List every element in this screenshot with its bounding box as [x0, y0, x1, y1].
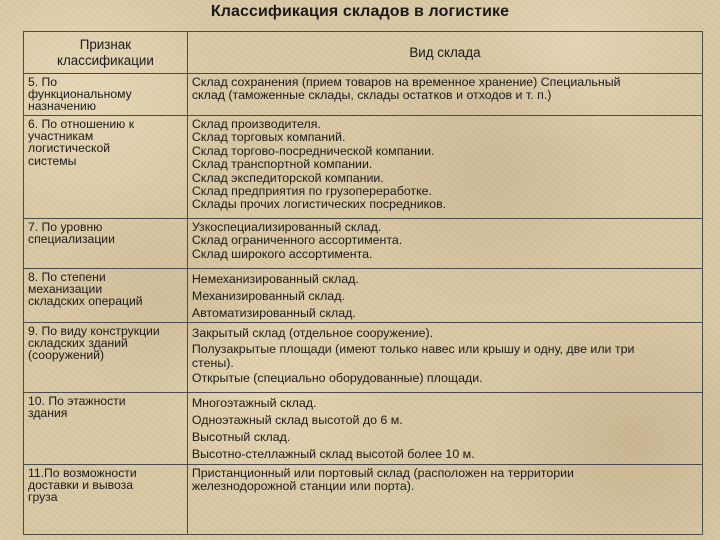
type-line: Склад торговых компаний.: [191, 130, 346, 145]
feature-line: 7. По уровню: [28, 220, 103, 234]
type-line: Склад экспедиторской компании.: [191, 170, 384, 185]
feature-line: 8. По степени: [28, 270, 106, 284]
feature-cell: [24, 393, 188, 465]
feature-line: груза: [28, 490, 58, 505]
feature-cell: [24, 465, 188, 535]
type-cell: [187, 74, 702, 116]
table-row: [24, 74, 703, 116]
feature-cell: [24, 116, 188, 219]
feature-line: 11.По возможности: [28, 466, 137, 480]
feature-line: функциональному: [28, 87, 132, 102]
type-cell: [187, 116, 702, 219]
type-line: Высотно-стеллажный склад высотой более 10 м.: [191, 447, 475, 461]
feature-line: системы: [28, 153, 77, 168]
type-cell: [187, 269, 702, 323]
type-line: Пристанционный или портовый склад (расположен на территории: [191, 466, 574, 480]
feature-line: складских операций: [28, 294, 143, 309]
type-line: Многоэтажный склад.: [191, 396, 317, 410]
table-row: [24, 116, 703, 219]
type-line: Одноэтажный склад высотой до 6 м.: [191, 413, 403, 427]
feature-line: здания: [28, 406, 68, 421]
feature-line: 5. По: [28, 75, 58, 89]
type-cell: [187, 393, 702, 465]
table-row: [24, 393, 703, 465]
type-line: Склад ограниченного ассортимента.: [191, 233, 403, 248]
classification-table: [23, 31, 703, 535]
table-header-row: [24, 32, 703, 74]
type-line: Автоматизированный склад.: [191, 306, 356, 320]
type-line: склад (таможенные склады, склады остатков и отходов и т. п.): [191, 88, 552, 103]
feature-cell: [24, 269, 188, 323]
type-line: Высотный склад.: [191, 430, 291, 444]
type-line: Склад транспортной компании.: [191, 157, 373, 172]
type-line: Узкоспециализированный склад.: [191, 220, 382, 234]
feature-line: 9. По виду конструкции: [28, 324, 160, 338]
header-feature: Признак классификации: [24, 32, 188, 74]
page-title: Классификация складов в логистике: [210, 3, 510, 20]
feature-cell: [24, 323, 188, 393]
type-cell: [187, 219, 702, 269]
feature-cell: [24, 74, 188, 116]
table-row: [24, 465, 703, 535]
type-line: Немеханизированный склад.: [191, 272, 359, 286]
feature-line: 10. По этажности: [28, 394, 126, 408]
type-line: Склад производителя.: [191, 117, 321, 131]
feature-line: назначению: [28, 99, 97, 114]
feature-line: (сооружений): [28, 348, 105, 363]
type-line: Склад предприятия по грузопереработке.: [191, 184, 432, 199]
type-line: стены).: [191, 356, 234, 370]
feature-line: специализации: [28, 232, 115, 247]
type-line: Полузакрытые площади (имеют только навес или крышу и одну, две или три: [191, 342, 635, 356]
type-line: Склады прочих логистических посредников.: [191, 197, 447, 212]
feature-line: механизации: [28, 282, 103, 297]
type-line: Открытые (специально оборудованные) площади.: [191, 371, 483, 385]
type-line: железнодорожной станции или порта).: [191, 479, 415, 494]
header-type: Вид склада: [187, 32, 702, 74]
table-row: [24, 323, 703, 393]
feature-cell: [24, 219, 188, 269]
type-line: Закрытый склад (отдельное сооружение).: [191, 326, 434, 340]
feature-line: складских зданий: [28, 336, 128, 351]
feature-line: 6. По отношению к: [28, 117, 135, 131]
type-line: Склад торгово-посреднической компании.: [191, 143, 435, 158]
type-line: Склад сохранения (прием товаров на временное хранение) Специальный: [191, 75, 621, 89]
feature-line: логистической: [28, 141, 111, 156]
type-line: Склад широкого ассортимента.: [191, 246, 373, 261]
feature-line: участникам: [28, 129, 94, 144]
type-cell: [187, 465, 702, 535]
table-row: [24, 269, 703, 323]
table-row: [24, 219, 703, 269]
type-cell: [187, 323, 702, 393]
feature-line: доставки и вывоза: [28, 478, 133, 493]
type-line: Механизированный склад.: [191, 289, 345, 303]
